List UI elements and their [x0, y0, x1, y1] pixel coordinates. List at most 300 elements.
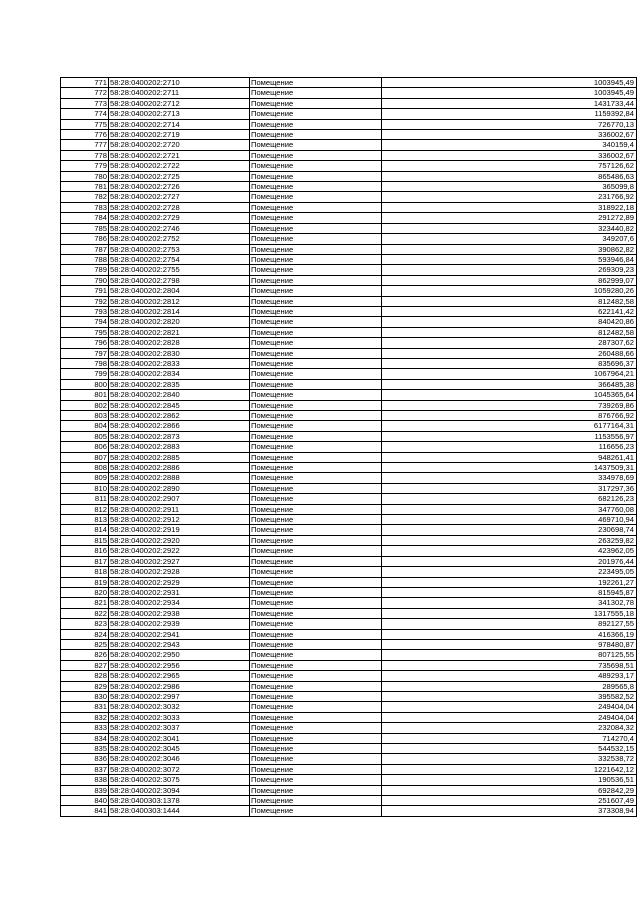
value-cell: 289565,8	[382, 681, 637, 691]
cadastral-number-cell: 58:28:0400202:2840	[109, 390, 250, 400]
table-row	[61, 796, 637, 806]
value-cell: 489293,17	[382, 671, 637, 681]
value-cell: 739269,86	[382, 400, 637, 410]
object-type-cell: Помещение	[250, 338, 382, 348]
table-row	[61, 338, 637, 348]
object-type-cell: Помещение	[250, 265, 382, 275]
row-number-cell: 819	[61, 577, 109, 587]
row-number-cell: 785	[61, 223, 109, 233]
cadastral-number-cell: 58:28:0400202:3094	[109, 785, 250, 795]
cadastral-number-cell: 58:28:0400202:2754	[109, 254, 250, 264]
value-cell: 395582,52	[382, 691, 637, 701]
table-row	[61, 535, 637, 545]
row-number-cell: 841	[61, 806, 109, 816]
row-number-cell: 808	[61, 463, 109, 473]
object-type-cell: Помещение	[250, 785, 382, 795]
table-row	[61, 192, 637, 202]
object-type-cell: Помещение	[250, 671, 382, 681]
table-row	[61, 150, 637, 160]
cadastral-number-cell: 58:28:0400303:1378	[109, 796, 250, 806]
value-cell: 373308,94	[382, 806, 637, 816]
value-cell: 1045365,64	[382, 390, 637, 400]
row-number-cell: 828	[61, 671, 109, 681]
row-number-cell: 777	[61, 140, 109, 150]
table-row	[61, 556, 637, 566]
object-type-cell: Помещение	[250, 463, 382, 473]
value-cell: 318922,18	[382, 202, 637, 212]
table-row	[61, 608, 637, 618]
table-row	[61, 442, 637, 452]
value-cell: 291272,89	[382, 213, 637, 223]
object-type-cell: Помещение	[250, 535, 382, 545]
row-number-cell: 810	[61, 483, 109, 493]
table-row	[61, 234, 637, 244]
value-cell: 223495,05	[382, 567, 637, 577]
object-type-cell: Помещение	[250, 119, 382, 129]
table-body	[61, 78, 637, 817]
value-cell: 365099,8	[382, 182, 637, 192]
cadastral-number-cell: 58:28:0400202:2711	[109, 88, 250, 98]
value-cell: 116656,23	[382, 442, 637, 452]
cadastral-number-cell: 58:28:0400202:2721	[109, 150, 250, 160]
value-cell: 735698,51	[382, 660, 637, 670]
value-cell: 390862,82	[382, 244, 637, 254]
object-type-cell: Помещение	[250, 754, 382, 764]
cadastral-number-cell: 58:28:0400202:2720	[109, 140, 250, 150]
cadastral-number-cell: 58:28:0400202:2956	[109, 660, 250, 670]
table-row	[61, 265, 637, 275]
table-row	[61, 223, 637, 233]
value-cell: 812482,58	[382, 327, 637, 337]
object-type-cell: Помещение	[250, 327, 382, 337]
object-type-cell: Помещение	[250, 192, 382, 202]
object-type-cell: Помещение	[250, 348, 382, 358]
object-type-cell: Помещение	[250, 587, 382, 597]
table-row	[61, 244, 637, 254]
object-type-cell: Помещение	[250, 171, 382, 181]
object-type-cell: Помещение	[250, 733, 382, 743]
table-row	[61, 775, 637, 785]
row-number-cell: 788	[61, 254, 109, 264]
cadastral-number-cell: 58:28:0400202:2986	[109, 681, 250, 691]
object-type-cell: Помещение	[250, 796, 382, 806]
table-row	[61, 463, 637, 473]
table-row	[61, 171, 637, 181]
object-type-cell: Помещение	[250, 140, 382, 150]
table-row	[61, 358, 637, 368]
value-cell: 232084,32	[382, 723, 637, 733]
cadastral-number-cell: 58:28:0400202:2941	[109, 629, 250, 639]
object-type-cell: Помещение	[250, 161, 382, 171]
row-number-cell: 778	[61, 150, 109, 160]
value-cell: 287307,62	[382, 338, 637, 348]
row-number-cell: 786	[61, 234, 109, 244]
table-row	[61, 431, 637, 441]
cadastral-number-cell: 58:28:0400202:2714	[109, 119, 250, 129]
property-table	[60, 77, 637, 817]
row-number-cell: 771	[61, 78, 109, 88]
cadastral-number-cell: 58:28:0400202:2713	[109, 109, 250, 119]
table-row	[61, 109, 637, 119]
object-type-cell: Помещение	[250, 411, 382, 421]
cadastral-number-cell: 58:28:0400202:2722	[109, 161, 250, 171]
table-row	[61, 182, 637, 192]
value-cell: 815945,87	[382, 587, 637, 597]
row-number-cell: 787	[61, 244, 109, 254]
cadastral-number-cell: 58:28:0400202:2939	[109, 619, 250, 629]
value-cell: 1003945,49	[382, 88, 637, 98]
object-type-cell: Помещение	[250, 556, 382, 566]
object-type-cell: Помещение	[250, 442, 382, 452]
value-cell: 251607,49	[382, 796, 637, 806]
cadastral-number-cell: 58:28:0400202:2835	[109, 379, 250, 389]
object-type-cell: Помещение	[250, 98, 382, 108]
cadastral-number-cell: 58:28:0400202:2746	[109, 223, 250, 233]
table-row	[61, 306, 637, 316]
cadastral-number-cell: 58:28:0400202:2828	[109, 338, 250, 348]
object-type-cell: Помещение	[250, 223, 382, 233]
cadastral-number-cell: 58:28:0400202:2820	[109, 317, 250, 327]
cadastral-number-cell: 58:28:0400202:2886	[109, 463, 250, 473]
object-type-cell: Помещение	[250, 473, 382, 483]
row-number-cell: 805	[61, 431, 109, 441]
object-type-cell: Помещение	[250, 109, 382, 119]
object-type-cell: Помещение	[250, 182, 382, 192]
row-number-cell: 822	[61, 608, 109, 618]
object-type-cell: Помещение	[250, 452, 382, 462]
cadastral-number-cell: 58:28:0400202:2927	[109, 556, 250, 566]
row-number-cell: 836	[61, 754, 109, 764]
value-cell: 1221642,12	[382, 764, 637, 774]
value-cell: 323440,82	[382, 223, 637, 233]
table-row	[61, 452, 637, 462]
row-number-cell: 837	[61, 764, 109, 774]
value-cell: 317297,36	[382, 483, 637, 493]
row-number-cell: 775	[61, 119, 109, 129]
row-number-cell: 779	[61, 161, 109, 171]
cadastral-number-cell: 58:28:0400202:3032	[109, 702, 250, 712]
object-type-cell: Помещение	[250, 244, 382, 254]
table-row	[61, 681, 637, 691]
value-cell: 336002,67	[382, 130, 637, 140]
row-number-cell: 789	[61, 265, 109, 275]
object-type-cell: Помещение	[250, 608, 382, 618]
table-row	[61, 806, 637, 816]
value-cell: 263259,82	[382, 535, 637, 545]
cadastral-number-cell: 58:28:0400202:2931	[109, 587, 250, 597]
cadastral-number-cell: 58:28:0400202:2727	[109, 192, 250, 202]
value-cell: 544532,15	[382, 744, 637, 754]
table-row	[61, 161, 637, 171]
row-number-cell: 782	[61, 192, 109, 202]
row-number-cell: 801	[61, 390, 109, 400]
object-type-cell: Помещение	[250, 494, 382, 504]
cadastral-number-cell: 58:28:0400202:2911	[109, 504, 250, 514]
table-row	[61, 525, 637, 535]
table-row	[61, 629, 637, 639]
row-number-cell: 796	[61, 338, 109, 348]
cadastral-number-cell: 58:28:0400202:2934	[109, 598, 250, 608]
table-row	[61, 671, 637, 681]
row-number-cell: 811	[61, 494, 109, 504]
row-number-cell: 799	[61, 369, 109, 379]
value-cell: 349207,6	[382, 234, 637, 244]
cadastral-number-cell: 58:28:0400202:2950	[109, 650, 250, 660]
cadastral-number-cell: 58:28:0400202:2719	[109, 130, 250, 140]
object-type-cell: Помещение	[250, 723, 382, 733]
row-number-cell: 813	[61, 515, 109, 525]
table-row	[61, 130, 637, 140]
object-type-cell: Помещение	[250, 483, 382, 493]
row-number-cell: 812	[61, 504, 109, 514]
cadastral-number-cell: 58:28:0400202:2821	[109, 327, 250, 337]
object-type-cell: Помещение	[250, 78, 382, 88]
row-number-cell: 825	[61, 639, 109, 649]
table-row	[61, 202, 637, 212]
row-number-cell: 790	[61, 275, 109, 285]
value-cell: 366485,38	[382, 379, 637, 389]
object-type-cell: Помещение	[250, 764, 382, 774]
row-number-cell: 773	[61, 98, 109, 108]
value-cell: 1067964,21	[382, 369, 637, 379]
cadastral-number-cell: 58:28:0400202:3033	[109, 712, 250, 722]
row-number-cell: 793	[61, 306, 109, 316]
table-row	[61, 785, 637, 795]
value-cell: 812482,58	[382, 296, 637, 306]
object-type-cell: Помещение	[250, 150, 382, 160]
cadastral-number-cell: 58:28:0400202:3075	[109, 775, 250, 785]
row-number-cell: 804	[61, 421, 109, 431]
table-row	[61, 733, 637, 743]
value-cell: 6177164,31	[382, 421, 637, 431]
cadastral-number-cell: 58:28:0400202:2885	[109, 452, 250, 462]
object-type-cell: Помещение	[250, 275, 382, 285]
cadastral-number-cell: 58:28:0400202:2755	[109, 265, 250, 275]
object-type-cell: Помещение	[250, 515, 382, 525]
row-number-cell: 798	[61, 358, 109, 368]
object-type-cell: Помещение	[250, 202, 382, 212]
table-row	[61, 78, 637, 88]
object-type-cell: Помещение	[250, 379, 382, 389]
row-number-cell: 776	[61, 130, 109, 140]
object-type-cell: Помещение	[250, 806, 382, 816]
table-row	[61, 421, 637, 431]
value-cell: 201976,44	[382, 556, 637, 566]
object-type-cell: Помещение	[250, 421, 382, 431]
table-row	[61, 660, 637, 670]
row-number-cell: 772	[61, 88, 109, 98]
value-cell: 692842,29	[382, 785, 637, 795]
cadastral-number-cell: 58:28:0400202:2997	[109, 691, 250, 701]
cadastral-number-cell: 58:28:0400202:2890	[109, 483, 250, 493]
value-cell: 1003945,49	[382, 78, 637, 88]
value-cell: 192261,27	[382, 577, 637, 587]
cadastral-number-cell: 58:28:0400202:2912	[109, 515, 250, 525]
cadastral-number-cell: 58:28:0400202:2814	[109, 306, 250, 316]
cadastral-number-cell: 58:28:0400202:2729	[109, 213, 250, 223]
row-number-cell: 830	[61, 691, 109, 701]
row-number-cell: 783	[61, 202, 109, 212]
value-cell: 341302,78	[382, 598, 637, 608]
row-number-cell: 795	[61, 327, 109, 337]
object-type-cell: Помещение	[250, 744, 382, 754]
row-number-cell: 834	[61, 733, 109, 743]
object-type-cell: Помещение	[250, 775, 382, 785]
row-number-cell: 794	[61, 317, 109, 327]
row-number-cell: 832	[61, 712, 109, 722]
object-type-cell: Помещение	[250, 286, 382, 296]
row-number-cell: 829	[61, 681, 109, 691]
row-number-cell: 807	[61, 452, 109, 462]
value-cell: 1317555,18	[382, 608, 637, 618]
row-number-cell: 833	[61, 723, 109, 733]
table-row	[61, 400, 637, 410]
object-type-cell: Помещение	[250, 598, 382, 608]
table-row	[61, 691, 637, 701]
table-row	[61, 546, 637, 556]
row-number-cell: 820	[61, 587, 109, 597]
table-row	[61, 296, 637, 306]
object-type-cell: Помещение	[250, 525, 382, 535]
cadastral-number-cell: 58:28:0400202:2938	[109, 608, 250, 618]
object-type-cell: Помещение	[250, 317, 382, 327]
cadastral-number-cell: 58:28:0400202:2943	[109, 639, 250, 649]
cadastral-number-cell: 58:28:0400202:3046	[109, 754, 250, 764]
object-type-cell: Помещение	[250, 390, 382, 400]
table-row	[61, 254, 637, 264]
row-number-cell: 781	[61, 182, 109, 192]
value-cell: 1437509,31	[382, 463, 637, 473]
value-cell: 347760,08	[382, 504, 637, 514]
object-type-cell: Помещение	[250, 369, 382, 379]
row-number-cell: 816	[61, 546, 109, 556]
value-cell: 865486,63	[382, 171, 637, 181]
table-row	[61, 348, 637, 358]
cadastral-number-cell: 58:28:0400202:2728	[109, 202, 250, 212]
cadastral-number-cell: 58:28:0400202:2752	[109, 234, 250, 244]
table-row	[61, 369, 637, 379]
row-number-cell: 809	[61, 473, 109, 483]
table-row	[61, 390, 637, 400]
row-number-cell: 802	[61, 400, 109, 410]
object-type-cell: Помещение	[250, 681, 382, 691]
row-number-cell: 780	[61, 171, 109, 181]
table-row	[61, 754, 637, 764]
object-type-cell: Помещение	[250, 130, 382, 140]
value-cell: 726770,13	[382, 119, 637, 129]
row-number-cell: 814	[61, 525, 109, 535]
object-type-cell: Помещение	[250, 577, 382, 587]
cadastral-number-cell: 58:28:0400202:2710	[109, 78, 250, 88]
table-row	[61, 327, 637, 337]
row-number-cell: 815	[61, 535, 109, 545]
value-cell: 190536,51	[382, 775, 637, 785]
table-row	[61, 119, 637, 129]
cadastral-number-cell: 58:28:0400202:2888	[109, 473, 250, 483]
table-row	[61, 504, 637, 514]
object-type-cell: Помещение	[250, 254, 382, 264]
object-type-cell: Помещение	[250, 691, 382, 701]
row-number-cell: 838	[61, 775, 109, 785]
value-cell: 423962,05	[382, 546, 637, 556]
row-number-cell: 835	[61, 744, 109, 754]
cadastral-number-cell: 58:28:0400202:3072	[109, 764, 250, 774]
object-type-cell: Помещение	[250, 546, 382, 556]
table-row	[61, 567, 637, 577]
row-number-cell: 797	[61, 348, 109, 358]
row-number-cell: 821	[61, 598, 109, 608]
value-cell: 714270,4	[382, 733, 637, 743]
row-number-cell: 827	[61, 660, 109, 670]
table-row	[61, 764, 637, 774]
cadastral-number-cell: 58:28:0400202:3037	[109, 723, 250, 733]
row-number-cell: 803	[61, 411, 109, 421]
value-cell: 334978,69	[382, 473, 637, 483]
row-number-cell: 774	[61, 109, 109, 119]
table-row	[61, 598, 637, 608]
cadastral-number-cell: 58:28:0400202:2830	[109, 348, 250, 358]
row-number-cell: 840	[61, 796, 109, 806]
object-type-cell: Помещение	[250, 88, 382, 98]
value-cell: 757126,62	[382, 161, 637, 171]
object-type-cell: Помещение	[250, 660, 382, 670]
value-cell: 230698,74	[382, 525, 637, 535]
table-row	[61, 379, 637, 389]
value-cell: 978480,87	[382, 639, 637, 649]
object-type-cell: Помещение	[250, 400, 382, 410]
table-row	[61, 275, 637, 285]
row-number-cell: 784	[61, 213, 109, 223]
table-row	[61, 213, 637, 223]
cadastral-number-cell: 58:28:0400202:2919	[109, 525, 250, 535]
table-row	[61, 98, 637, 108]
cadastral-number-cell: 58:28:0400202:2834	[109, 369, 250, 379]
table-row	[61, 587, 637, 597]
row-number-cell: 823	[61, 619, 109, 629]
cadastral-number-cell: 58:28:0400202:2726	[109, 182, 250, 192]
table-row	[61, 577, 637, 587]
value-cell: 807125,55	[382, 650, 637, 660]
object-type-cell: Помещение	[250, 650, 382, 660]
object-type-cell: Помещение	[250, 712, 382, 722]
table-row	[61, 702, 637, 712]
table-row	[61, 515, 637, 525]
cadastral-number-cell: 58:28:0400202:2725	[109, 171, 250, 181]
cadastral-number-cell: 58:28:0400202:2812	[109, 296, 250, 306]
value-cell: 332538,72	[382, 754, 637, 764]
row-number-cell: 831	[61, 702, 109, 712]
value-cell: 249404,04	[382, 702, 637, 712]
table-row	[61, 140, 637, 150]
row-number-cell: 839	[61, 785, 109, 795]
table-row	[61, 286, 637, 296]
cadastral-number-cell: 58:28:0400202:2873	[109, 431, 250, 441]
value-cell: 469710,94	[382, 515, 637, 525]
value-cell: 622141,42	[382, 306, 637, 316]
row-number-cell: 817	[61, 556, 109, 566]
value-cell: 1431733,44	[382, 98, 637, 108]
object-type-cell: Помещение	[250, 306, 382, 316]
cadastral-number-cell: 58:28:0400202:2920	[109, 535, 250, 545]
table-row	[61, 494, 637, 504]
table-row	[61, 712, 637, 722]
value-cell: 593946,84	[382, 254, 637, 264]
row-number-cell: 800	[61, 379, 109, 389]
row-number-cell: 826	[61, 650, 109, 660]
row-number-cell: 792	[61, 296, 109, 306]
row-number-cell: 818	[61, 567, 109, 577]
value-cell: 876766,92	[382, 411, 637, 421]
